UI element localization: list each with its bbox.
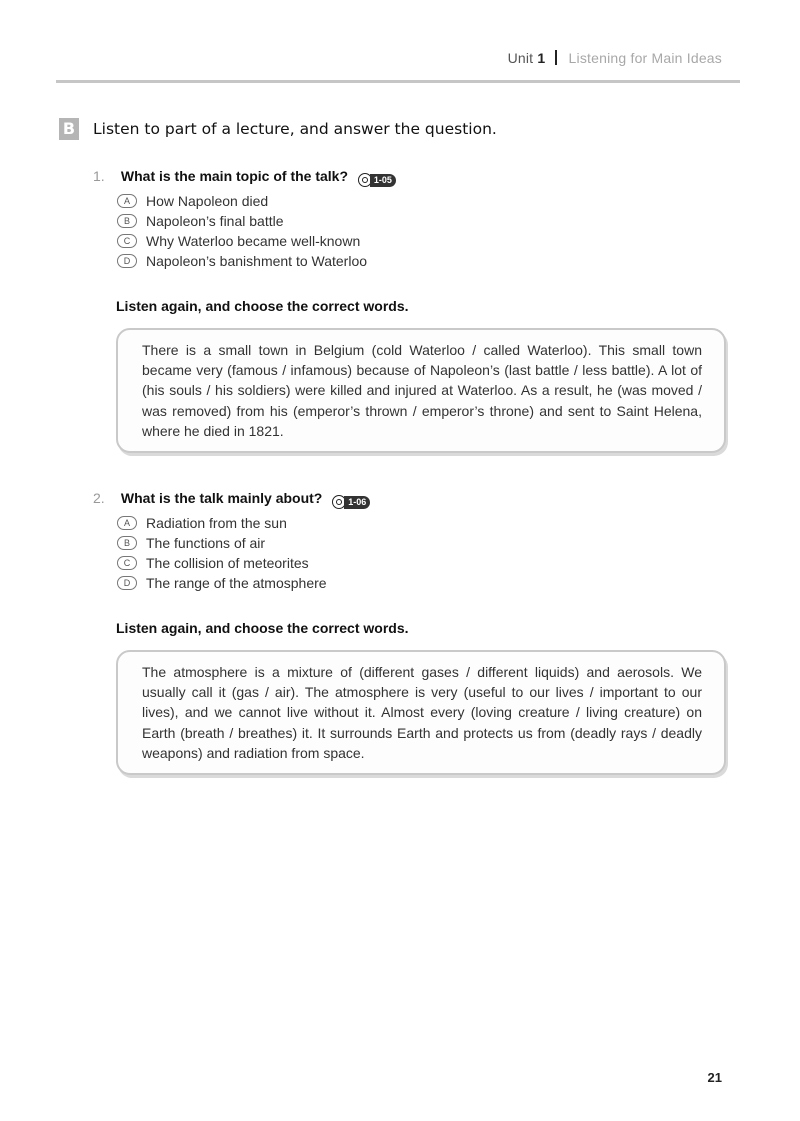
option-d[interactable] <box>116 251 367 271</box>
option-a[interactable] <box>116 513 327 533</box>
option-letter: C <box>117 556 137 570</box>
option-letter: A <box>117 194 137 208</box>
track-number: 1-05 <box>370 174 396 187</box>
option-letter: B <box>117 536 137 550</box>
options-list-2 <box>116 513 327 593</box>
option-letter: C <box>117 234 137 248</box>
section-badge: B <box>59 118 79 140</box>
option-letter: B <box>117 214 137 228</box>
running-header <box>508 50 722 66</box>
track-number: 1-06 <box>344 496 370 509</box>
question-number: 1. <box>93 168 105 184</box>
option-b[interactable] <box>116 533 327 553</box>
question-1 <box>93 168 396 187</box>
unit-label: Unit <box>507 50 534 66</box>
option-text: Why Waterloo became well-known <box>146 233 361 249</box>
question-text: What is the main topic of the talk? <box>120 168 349 184</box>
option-a[interactable] <box>116 191 367 211</box>
option-text: Napoleon’s banishment to Waterloo <box>146 253 368 269</box>
section-instruction: Listen to part of a lecture, and answer the question. <box>93 120 497 138</box>
option-letter: A <box>117 516 137 530</box>
question-2 <box>93 490 370 509</box>
option-c[interactable] <box>116 553 327 573</box>
option-b[interactable] <box>116 211 367 231</box>
passage-box-1: There is a small town in Belgium (cold Waterloo / called Waterloo). This small town became very (famous / infamous) because of Napoleon’s (last battle / less battle). A lot of (his souls / his soldiers) were killed and injured at Waterloo. As a result, he (was moved / was removed) from his (emperor’s thrown / emperor’s throne) and sent to Saint Helena, where he died in 1821. <box>116 328 726 453</box>
follow-up-instruction-1: Listen again, and choose the correct words. <box>116 298 409 314</box>
option-text: How Napoleon died <box>146 193 269 209</box>
unit-number: 1 <box>537 50 546 66</box>
question-number: 2. <box>93 490 105 506</box>
option-text: The range of the atmosphere <box>146 575 327 591</box>
follow-up-instruction-2: Listen again, and choose the correct words. <box>116 620 409 636</box>
option-text: The collision of meteorites <box>146 555 309 571</box>
option-text: Napoleon’s final battle <box>146 213 284 229</box>
unit-topic: Listening for Main Ideas <box>568 50 722 66</box>
passage-box-2: The atmosphere is a mixture of (different gases / different liquids) and aerosols. We usually call it (gas / air). The atmosphere is very (useful to our lives / important to our lives), and we cannot live without it. Almost every (loving creature / living creature) on Earth (breath / breathes) it. It surrounds Earth and protects us from (deadly rays / deadly weapons) and radiation from space. <box>116 650 726 775</box>
audio-track-icon[interactable] <box>358 173 396 187</box>
option-text: The functions of air <box>146 535 266 551</box>
options-list-1 <box>116 191 367 271</box>
header-separator <box>555 50 557 65</box>
option-letter: D <box>117 254 137 268</box>
option-letter: D <box>117 576 137 590</box>
option-c[interactable] <box>116 231 367 251</box>
audio-track-icon[interactable] <box>332 495 370 509</box>
header-rule <box>56 80 740 83</box>
option-d[interactable] <box>116 573 327 593</box>
option-text: Radiation from the sun <box>146 515 287 531</box>
question-text: What is the talk mainly about? <box>120 490 323 506</box>
page-number: 21 <box>707 1070 722 1085</box>
